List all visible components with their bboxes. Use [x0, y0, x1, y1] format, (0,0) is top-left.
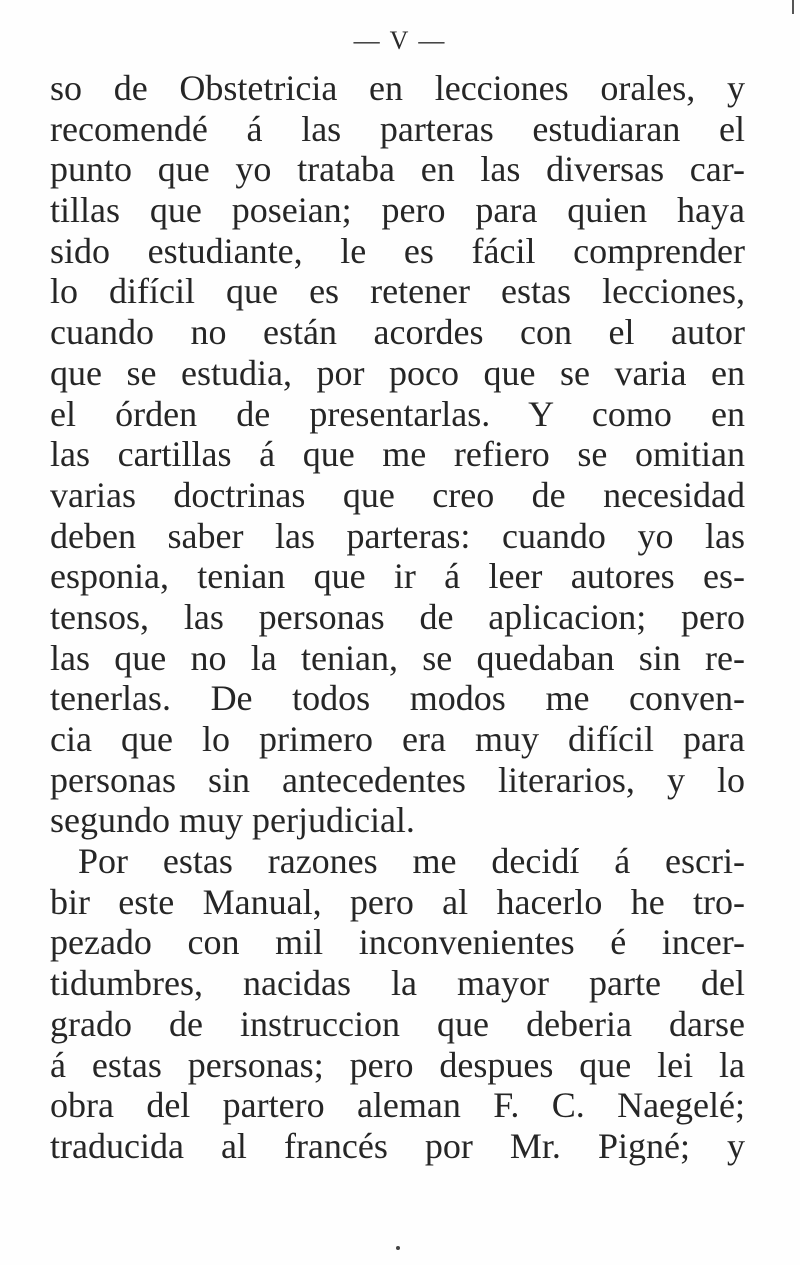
text-line: punto que yo trataba en las diversas car-: [50, 149, 745, 190]
text-line: tenerlas. De todos modos me conven-: [50, 678, 745, 719]
text-line: cuando no están acordes con el autor: [50, 312, 745, 353]
text-line: que se estudia, por poco que se varia en: [50, 352, 745, 393]
text-line: pezado con mil inconvenientes é incer-: [50, 922, 745, 963]
text-line: las cartillas á que me refiero se omitian: [50, 434, 745, 475]
text-line: so de Obstetricia en lecciones orales, y: [50, 68, 745, 108]
text-line: deben saber las parteras: cuando yo las: [50, 515, 745, 556]
body-text: [50, 68, 745, 1167]
text-line: tillas que poseian; pero para quien haya: [50, 190, 745, 231]
page-number: — V —: [353, 26, 447, 55]
text-line: sido estudiante, le es fácil comprender: [50, 230, 745, 271]
text-line: tensos, las personas de aplicacion; pero: [50, 596, 745, 637]
text-line: las que no la tenian, se quedaban sin re-: [50, 637, 745, 678]
text-line: varias doctrinas que creo de necesidad: [50, 474, 745, 515]
paragraph-end-line: segundo muy perjudicial.: [50, 800, 415, 841]
text-line: cia que lo primero era muy difícil para: [50, 719, 745, 759]
ink-speck: [396, 1246, 400, 1250]
text-line: á estas personas; pero despues que lei la: [50, 1044, 745, 1085]
text-line: obra del partero aleman F. C. Naegelé;: [50, 1085, 745, 1126]
text-line: personas sin antecedentes literarios, y lo: [50, 759, 745, 800]
text-line: recomendé á las parteras estudiaran el: [50, 108, 745, 149]
text-line: grado de instruccion que deberia darse: [50, 1003, 745, 1044]
text-line: lo difícil que es retener estas lecciones,: [50, 271, 745, 312]
text-line: esponia, tenian que ir á leer autores es-: [50, 556, 745, 597]
text-line: traducida al francés por Mr. Pigné; y: [50, 1125, 745, 1166]
text-line: tidumbres, nacidas la mayor parte del: [50, 963, 745, 1004]
paragraph-start-line: Por estas razones me decidí á escri-: [78, 841, 745, 882]
page-edge-mark: [792, 0, 794, 14]
text-line: el órden de presentarlas. Y como en: [50, 393, 745, 434]
text-line: bir este Manual, pero al hacerlo he tro-: [50, 881, 745, 922]
